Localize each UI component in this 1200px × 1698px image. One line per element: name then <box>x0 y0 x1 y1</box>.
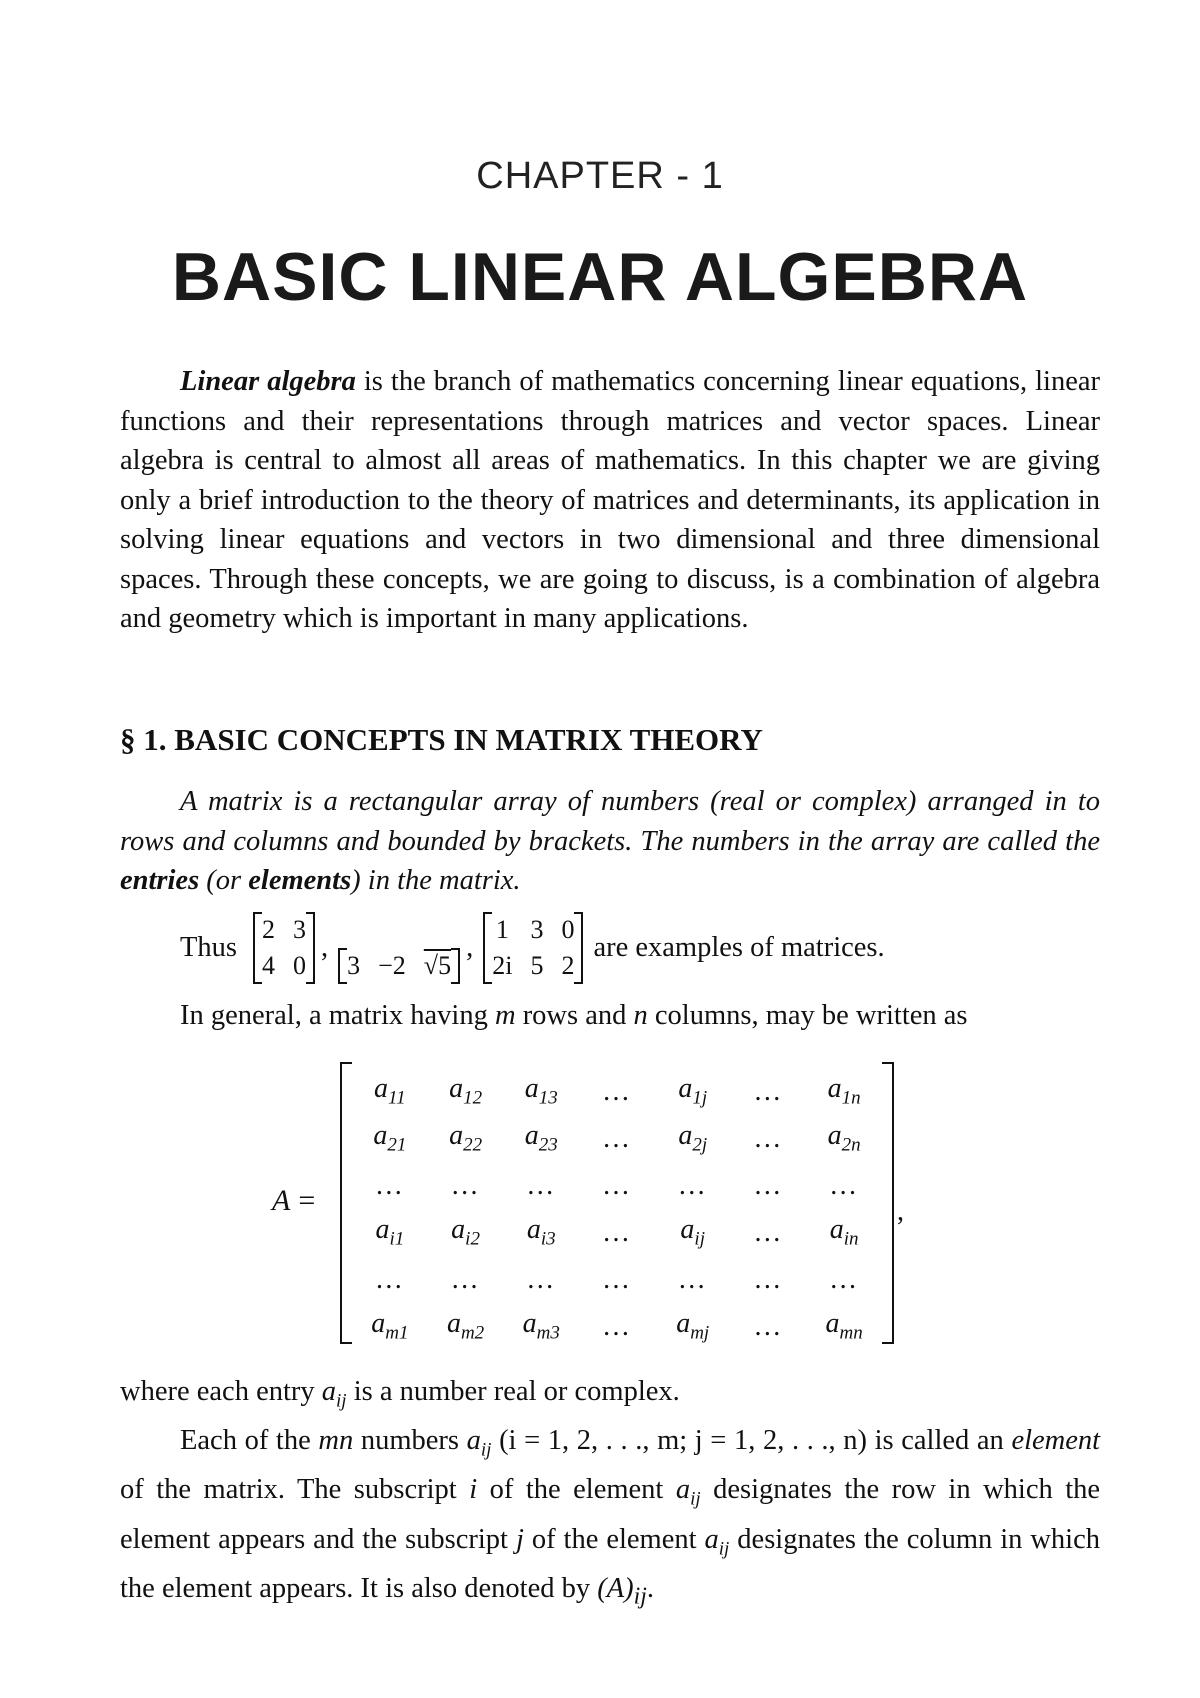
matrix-entry: … <box>753 1122 784 1154</box>
matrix-entry: … <box>753 1169 784 1201</box>
matrix-entry: 2 <box>561 951 575 980</box>
matrix-lhs: A = <box>272 1184 316 1217</box>
matrix-entry: … <box>526 1169 557 1201</box>
chapter-label: CHAPTER - 1 <box>476 155 724 197</box>
matrix-entry: … <box>526 1263 557 1295</box>
matrix-entry: … <box>753 1216 784 1248</box>
matrix-entry: $a_{12}$ <box>449 1073 483 1109</box>
matrix-entry: $a_{mj}$ <box>676 1308 710 1344</box>
definition-text: (or <box>206 865 242 896</box>
matrix-entry: … <box>374 1169 405 1201</box>
example-matrix-3 <box>483 912 583 984</box>
matrix-entry: … <box>601 1216 632 1248</box>
matrix-entry: … <box>829 1263 860 1295</box>
element-description: where each entry $a_{ij}$ is a number real or complex. Each of the mn numbers $a_{ij}$ (i = 1, 2, . . ., m; j = 1, 2, . . ., n) is called an element of the matrix. The subscript i of the element $a_{ij}$ designates the row in which the element appears and the subscript j of the element $a_{ij}$ designates the column in which the element appears. It is also denoted by $(A)_{ij}$. <box>120 1376 1101 1610</box>
matrix-entry: 3 <box>530 915 544 944</box>
matrix-entry: … <box>601 1075 632 1107</box>
matrix-entry: 3 <box>347 951 361 980</box>
intro-paragraph <box>120 362 1100 639</box>
matrix-entry: … <box>829 1169 860 1201</box>
matrix-entry: … <box>753 1075 784 1107</box>
matrix-entry: $a_{i3}$ <box>526 1214 556 1250</box>
definition-text: A matrix is a rectangular array of numbers (real or complex) arranged in to rows and columns and bounded by brackets. The numbers in the array are called the <box>120 786 1100 857</box>
matrix-entry: $a_{m2}$ <box>446 1308 485 1344</box>
matrix-grid <box>352 1068 882 1350</box>
definition-text: ) in the matrix. <box>351 865 521 896</box>
matrix-entry: … <box>677 1263 708 1295</box>
matrix-entry: … <box>450 1263 481 1295</box>
matrix-entry: … <box>450 1169 481 1201</box>
matrix-entry: … <box>753 1263 784 1295</box>
matrix-entry: … <box>753 1310 784 1342</box>
matrix-entry: $a_{23}$ <box>524 1120 558 1156</box>
matrix-comma: , <box>897 1196 904 1227</box>
matrix-entry: 1 <box>495 915 509 944</box>
examples-caption: are examples of matrices. <box>593 932 885 963</box>
matrix-entry: 0 <box>293 951 306 980</box>
example-matrix-1 <box>253 912 315 984</box>
matrix-entry: −2 <box>378 951 406 980</box>
matrix-entry: … <box>374 1263 405 1295</box>
matrix-entry: $a_{m1}$ <box>371 1308 409 1344</box>
matrix-entry: √5 <box>423 951 452 980</box>
matrix-entry: … <box>601 1263 632 1295</box>
matrix-entry: 2i <box>492 951 513 980</box>
section-heading: § 1. BASIC CONCEPTS IN MATRIX THEORY <box>120 722 763 757</box>
matrix-entry: … <box>601 1169 632 1201</box>
general-matrix <box>340 1062 894 1344</box>
general-matrix-intro: In general, a matrix having m rows and n columns, may be written as <box>180 1000 968 1031</box>
matrix-entry: … <box>601 1310 632 1342</box>
matrix-entry: $a_{2j}$ <box>678 1120 708 1156</box>
matrix-entry: $a_{11}$ <box>374 1073 406 1109</box>
matrix-entry: $a_{m3}$ <box>522 1308 560 1344</box>
matrix-entry: 0 <box>561 915 575 944</box>
matrix-entry: 3 <box>293 915 306 944</box>
matrix-entry: 4 <box>262 951 275 980</box>
matrix-entry: $a_{1n}$ <box>827 1073 861 1109</box>
matrix-entry: 2 <box>262 915 275 944</box>
matrix-entry: $a_{2n}$ <box>827 1120 861 1156</box>
matrix-entry: $a_{22}$ <box>449 1120 483 1156</box>
matrix-entry: $a_{i1}$ <box>375 1214 405 1250</box>
matrix-entry: $a_{1j}$ <box>678 1073 708 1109</box>
matrix-entry: $a_{13}$ <box>524 1073 558 1109</box>
matrix-entry: … <box>677 1169 708 1201</box>
matrix-definition <box>120 782 1100 901</box>
matrix-entry: $a_{in}$ <box>829 1214 859 1250</box>
matrix-entry: … <box>601 1122 632 1154</box>
matrix-entry: $a_{mn}$ <box>825 1308 863 1344</box>
term-entries: entries <box>120 865 200 896</box>
matrix-entry: $a_{ij}$ <box>680 1214 705 1250</box>
example-matrices: Thus 2 3 4 0 , 3 −2 √5 , 1 3 0 2i 5 2 are examples of matrices. <box>180 908 885 988</box>
matrix-entry: $a_{21}$ <box>373 1120 407 1156</box>
thus-label: Thus <box>180 932 237 963</box>
intro-body: is the branch of mathematics concerning linear equations, linear functions and their representations through matrices and vector spaces. Linear algebra is central to almost all areas of mathematics. In this chapter we are giving only a brief introduction to the theory of matrices and determinants, its application in solving linear equations and vectors in two dimensional and three dimensional spaces. Through these concepts, we are going to discuss, is a combination of algebra and geometry which is important in many applications. <box>120 366 1100 634</box>
chapter-title: BASIC LINEAR ALGEBRA <box>171 239 1029 315</box>
matrix-entry: $a_{i2}$ <box>451 1214 480 1250</box>
example-matrix-2 <box>338 948 460 984</box>
term-elements: elements <box>248 865 352 896</box>
matrix-entry: 5 <box>530 951 544 980</box>
intro-term: Linear algebra <box>180 366 356 397</box>
